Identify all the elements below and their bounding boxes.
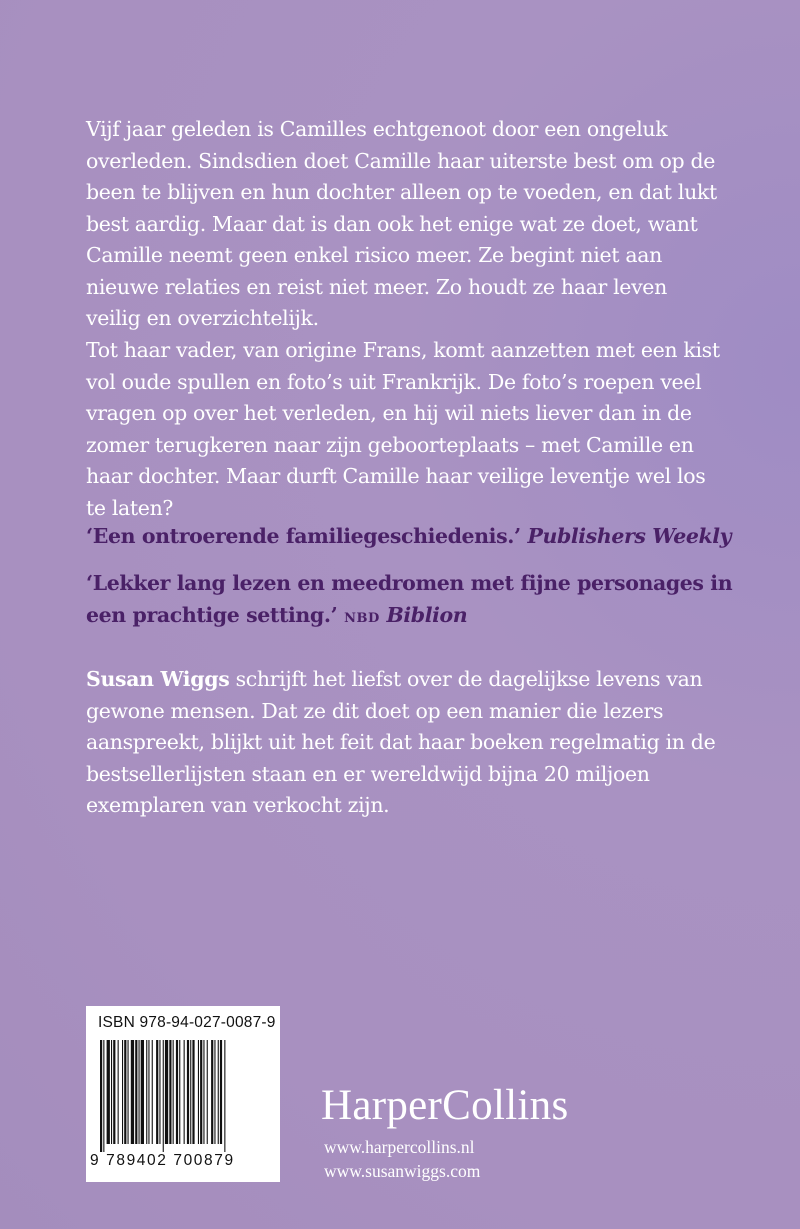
barcode-bar	[141, 1040, 144, 1144]
barcode-bar	[131, 1040, 134, 1144]
barcode-bar	[173, 1040, 174, 1144]
author-name: Susan Wiggs	[86, 667, 230, 691]
barcode-bar	[163, 1040, 164, 1152]
barcode-bar	[152, 1040, 153, 1144]
barcode-bar	[122, 1040, 123, 1144]
barcode-bar	[103, 1040, 104, 1152]
barcode-bar	[214, 1040, 215, 1144]
isbn-barcode	[86, 1006, 280, 1182]
quote-text: ‘Een ontroerende familiegeschiedenis.’	[86, 524, 521, 548]
barcode-bar	[100, 1040, 102, 1152]
author-url[interactable]: www.susanwiggs.com	[324, 1161, 481, 1181]
barcode-bar	[218, 1040, 219, 1144]
barcode-bar	[156, 1040, 158, 1144]
blurb-paragraph-1: Vijf jaar geleden is Camilles echtgenoot door een ongeluk overleden. Sindsdien doet Camille haar uiterste best om op de been te blijven en hun dochter alleen op te voeden, en dat lukt best aardig. Maar dat is dan ook het enige wat ze doet, want Camille neemt geen enkel risico meer. Ze begint niet aan nieuwe relaties en reist niet meer. Zo houdt ze haar leven veilig en overzichtelijk.	[86, 117, 717, 330]
quote-source-prefix: NBD	[344, 610, 380, 626]
barcode-bar	[220, 1040, 222, 1144]
barcode-bar	[107, 1040, 110, 1144]
barcode-bar	[211, 1040, 213, 1144]
barcode-bar	[165, 1040, 168, 1144]
barcode-bar	[179, 1040, 180, 1144]
blurb-paragraph-2: Tot haar vader, van origine Frans, komt aanzetten met een kist vol oude spullen en foto’s uit Frankrijk. De foto’s roepen veel vragen op over het verleden, en hij wil niets liever dan in de zomer terugkeren naar zijn geboorteplaats – met Camille en haar dochter. Maar durft Camille haar veilige leventje wel los te laten?	[86, 338, 720, 520]
barcode-bar	[124, 1040, 126, 1144]
barcode-digits: 9 789402 700879	[90, 1152, 235, 1169]
review-quote-1	[86, 521, 746, 553]
barcode-bar	[184, 1040, 185, 1144]
publisher-url[interactable]: www.harpercollins.nl	[324, 1137, 475, 1157]
barcode-bar	[159, 1040, 160, 1144]
publisher-logo: HarperCollins	[321, 1082, 569, 1129]
barcode-bar	[169, 1040, 171, 1144]
review-quote-2	[86, 568, 746, 634]
barcode-bar	[118, 1040, 119, 1144]
barcode-bar	[224, 1040, 225, 1152]
barcode-bars	[100, 1040, 266, 1152]
barcode-bar	[198, 1040, 199, 1144]
barcode-bar	[176, 1040, 178, 1144]
barcode-bar	[192, 1040, 194, 1144]
quote-text: ‘Lekker lang lezen en meedromen met fijne personages in een prachtige setting.’	[86, 571, 733, 627]
barcode-bar	[190, 1040, 191, 1144]
author-bio	[86, 664, 726, 822]
barcode-bar	[146, 1040, 147, 1144]
barcode-bar	[207, 1040, 208, 1144]
barcode-bar	[128, 1040, 129, 1144]
quote-source: Biblion	[386, 602, 468, 627]
barcode-bar	[203, 1040, 204, 1144]
barcode-bar	[113, 1040, 115, 1144]
barcode-bar	[139, 1040, 140, 1144]
barcode-bar	[111, 1040, 112, 1144]
barcode-bar	[148, 1040, 149, 1144]
author-bio-text: schrijft het liefst over de dagelijkse levens van gewone mensen. Dat ze dit doet op een manier die lezers aanspreekt, blijkt uit het feit dat haar boeken regelmatig in de bestsellerlijsten staan en er wereldwijd bijna 20 miljoen exemplaren van verkocht zijn.	[86, 667, 716, 817]
barcode-bar	[135, 1040, 137, 1144]
barcode-bar	[200, 1040, 202, 1144]
isbn-label: ISBN 978-94-027-0087-9	[98, 1014, 276, 1031]
quote-source: Publishers Weekly	[527, 524, 732, 548]
barcode-bar	[187, 1040, 189, 1144]
